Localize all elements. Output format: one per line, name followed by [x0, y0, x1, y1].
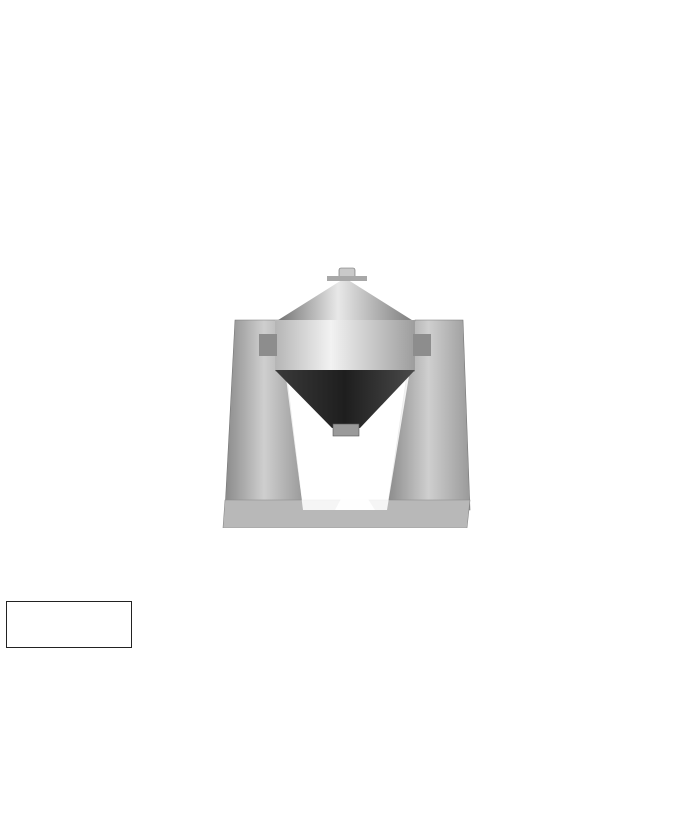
- specs-table: [6, 601, 682, 648]
- row-label: [7, 602, 132, 648]
- double-cone-mixer-photo: [215, 260, 477, 528]
- table-row-dimensions: [7, 602, 682, 648]
